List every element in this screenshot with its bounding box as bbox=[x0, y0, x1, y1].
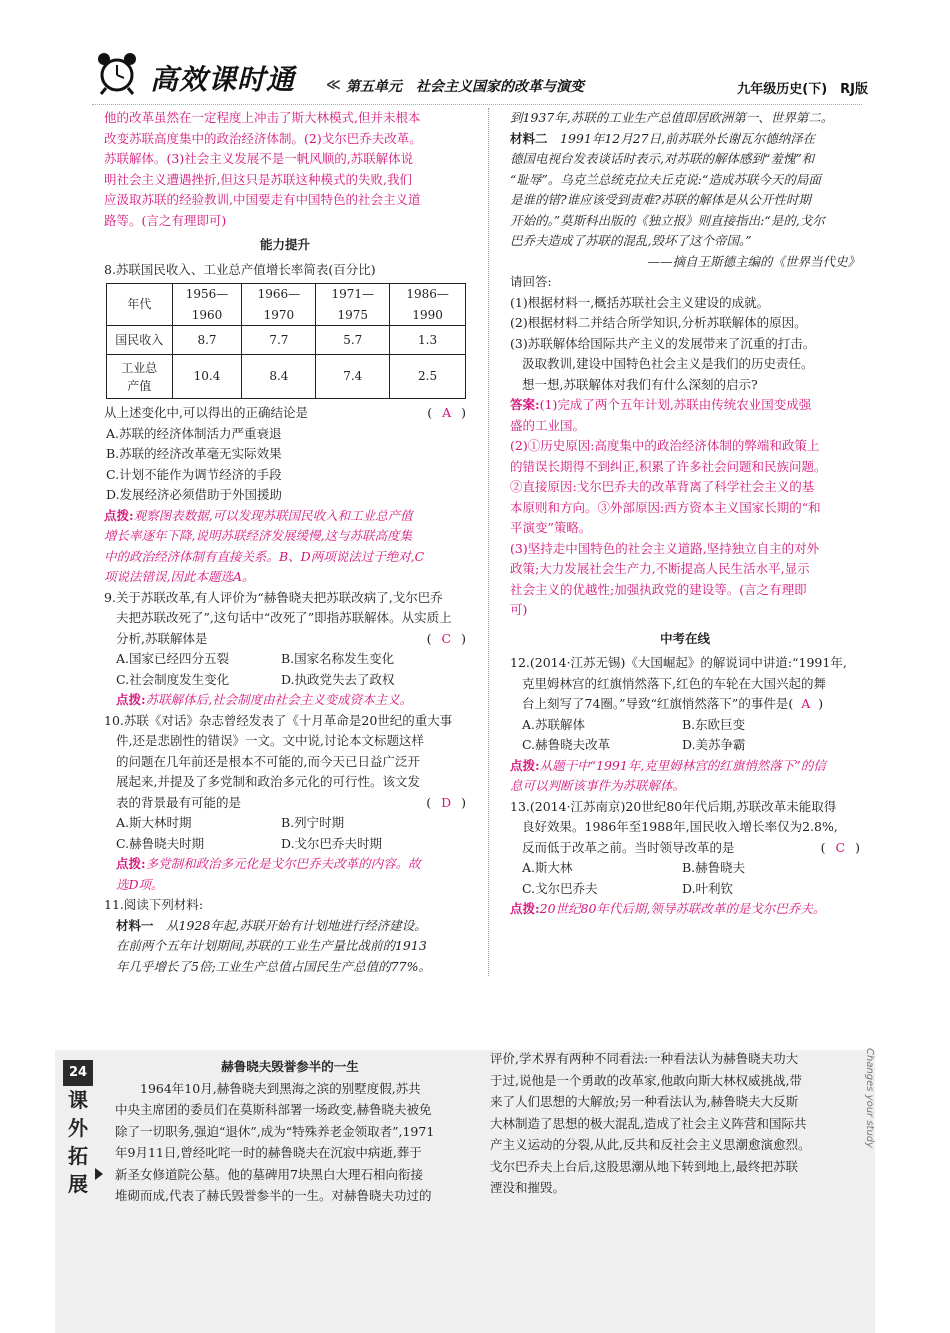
answer-bracket: ( C ) bbox=[820, 839, 860, 855]
question-text: 台上刻写了74圈。”导致“红旗悄然落下”的事件是( A ) bbox=[522, 696, 824, 711]
option: A.斯大林时期 bbox=[116, 815, 192, 830]
question-text bbox=[104, 403, 466, 424]
extension-line: 来了人们思想的大解放;另一种看法认为,赫鲁晓夫大反斯 bbox=[490, 1094, 799, 1109]
extension-title: 赫鲁晓夫毁誉参半的一生 bbox=[221, 1059, 359, 1074]
extension-left-column bbox=[115, 1056, 465, 1207]
text-line: 改变苏联高度集中的政治经济体制。(2)戈尔巴乔夫改革。 bbox=[104, 130, 422, 146]
question-prompt: 反而低于改革之前。当时领导改革的是 bbox=[522, 839, 735, 855]
answer-label: 答案: bbox=[510, 397, 540, 412]
extension-line: 湮没和摧毁。 bbox=[490, 1180, 566, 1195]
triangle-right-icon bbox=[95, 1168, 103, 1180]
material-line: “耻辱”。乌克兰总统克拉夫丘克说:“造成苏联今天的局面 bbox=[510, 171, 821, 187]
hint-label: 点拨: bbox=[104, 507, 134, 523]
alarm-clock-icon bbox=[94, 50, 140, 96]
hint-label: 点拨: bbox=[510, 901, 540, 916]
table-cell: 国民收入 bbox=[107, 326, 173, 355]
answer-text: 平演变”策略。 bbox=[510, 520, 592, 535]
hint-text: 多党制和政治多元化是戈尔巴乔夫改革的内容。故 bbox=[145, 856, 421, 871]
section-side-label bbox=[63, 1086, 93, 1276]
extension-line: 1964年10月,赫鲁晓夫到黑海之滨的别墅度假,苏共 bbox=[115, 1080, 421, 1096]
table-header-cell: 1971—1975 bbox=[316, 284, 390, 326]
sub-question: 汲取教训,建设中国特色社会主义是我们的历史责任。 bbox=[522, 356, 814, 371]
question-stem: 的问题在几年前还是根本不可能的,而今天已日益广泛开 bbox=[116, 753, 420, 769]
material-line: 开始的。”莫斯科出版的《独立报》则直接指出:“是的,戈尔 bbox=[510, 212, 825, 228]
hint-block bbox=[510, 756, 860, 777]
option: B.苏联的经济改革毫无实际效果 bbox=[106, 446, 282, 461]
table-cell: 5.7 bbox=[316, 326, 390, 355]
options-grid bbox=[510, 858, 860, 899]
material-text bbox=[510, 129, 860, 150]
answer-text: 政策;大力发展社会生产力,不断提高人民生活水平,显示 bbox=[510, 561, 810, 576]
side-char: 展 bbox=[68, 1172, 88, 1196]
answer-block bbox=[510, 395, 860, 621]
extension-reading-box bbox=[55, 1050, 875, 1333]
hint-block bbox=[104, 506, 466, 588]
material-label: 材料二 bbox=[510, 130, 548, 146]
question-stem: 13.(2014·江苏南京)20世纪80年代后期,苏联改革未能取得 bbox=[510, 798, 837, 814]
hint-text: 20世纪80年代后期,领导苏联改革的是戈尔巴乔夫。 bbox=[539, 901, 826, 916]
options-grid bbox=[510, 715, 860, 756]
ask-label: 请回答: bbox=[510, 274, 552, 289]
options-grid bbox=[104, 649, 466, 690]
option: B.国家名称发生变化 bbox=[281, 651, 395, 666]
left-column bbox=[104, 108, 466, 977]
answer-bracket: ( A ) bbox=[427, 405, 466, 420]
question-8 bbox=[104, 260, 466, 588]
table-cell: 8.4 bbox=[242, 355, 316, 399]
extension-line: 评价,学术界有两种不同看法:一种看法认为赫鲁晓夫功大 bbox=[490, 1051, 799, 1066]
question-9 bbox=[104, 588, 466, 711]
table-cell: 1.3 bbox=[390, 326, 466, 355]
hint-text: 从题干中“1991年,克里姆林宫的红旗悄然落下”的信 bbox=[539, 757, 826, 773]
question-13 bbox=[510, 797, 860, 920]
sub-question: 想一想,苏联解体对我们有什么深刻的启示? bbox=[522, 376, 758, 392]
answer-text: 盛的工业国。 bbox=[510, 417, 586, 433]
text-line: 明社会主义遭遇挫折,但这只是苏联这种模式的失败,我们 bbox=[104, 171, 412, 187]
table-header-cell: 1966—1970 bbox=[242, 284, 316, 326]
material-line: 年几乎增长了5倍;工业生产总值占国民生产总值的77%。 bbox=[116, 958, 431, 974]
question-stem: 良好效果。1986年至1988年,国民收入增长率仅为2.8%, bbox=[522, 819, 838, 834]
answer-bracket: ( D ) bbox=[426, 794, 466, 810]
option: C.戈尔巴乔夫 bbox=[522, 880, 598, 896]
table-header-cell: 年代 bbox=[107, 284, 173, 326]
extension-line: 年9月11日,曾经叱咤一时的赫鲁晓夫在沉寂中病逝,葬于 bbox=[115, 1145, 422, 1160]
option: C.赫鲁晓夫时期 bbox=[116, 835, 205, 851]
material-line: 巴乔夫造成了苏联的混乱,毁坏了这个帝国。” bbox=[510, 233, 752, 248]
option: D.叶利钦 bbox=[682, 880, 734, 896]
question-stem: 12.(2014·江苏无锡)《大国崛起》的解说词中讲道:“1991年, bbox=[510, 655, 847, 670]
question-stem: 夫把苏联改死了”,这句话中“改死了”即指苏联解体。从实质上 bbox=[116, 610, 452, 625]
option: C.社会制度发生变化 bbox=[116, 671, 230, 687]
question-12 bbox=[510, 653, 860, 797]
material-line: 德国电视台发表谈话时表示,对苏联的解体感到“羞愧”和 bbox=[510, 151, 815, 166]
answer-choice: A bbox=[442, 405, 452, 420]
question-stem: 克里姆林宫的红旗悄然落下,红色的车轮在大国兴起的舞 bbox=[522, 675, 826, 691]
table-header-cell: 1986—1990 bbox=[390, 284, 466, 326]
question-11 bbox=[104, 895, 466, 977]
option: B.列宁时期 bbox=[281, 815, 345, 830]
extension-line: 堆砌而成,代表了赫氏毁誉参半的一生。对赫鲁晓夫功过的 bbox=[115, 1188, 432, 1203]
table-header-cell: 1956—1960 bbox=[172, 284, 242, 326]
question-prompt: 从上述变化中,可以得出的正确结论是 bbox=[104, 405, 308, 420]
extension-line: 于过,说他是一个勇敢的改革家,他敢向斯大林权威挑战,带 bbox=[490, 1072, 802, 1088]
options-grid bbox=[104, 813, 466, 854]
option: C.赫鲁晓夫改革 bbox=[522, 737, 611, 752]
material-text bbox=[104, 916, 466, 937]
option: D.美苏争霸 bbox=[682, 737, 746, 752]
material-line: 在前两个五年计划期间,苏联的工业生产量比战前的1913 bbox=[116, 938, 427, 953]
table-cell: 8.7 bbox=[172, 326, 242, 355]
hint-label: 点拨: bbox=[510, 757, 540, 773]
answer-text: (2)①历史原因:高度集中的政治经济体制的弊端和政策上 bbox=[510, 438, 820, 453]
previous-answer bbox=[104, 108, 466, 231]
table-cell: 7.4 bbox=[316, 355, 390, 399]
answer-text: (1)完成了两个五年计划,苏联由传统农业国变成强 bbox=[539, 397, 812, 412]
header-divider bbox=[92, 104, 862, 105]
sub-question: (2)根据材料二并结合所学知识,分析苏联解体的原因。 bbox=[510, 315, 807, 330]
answer-text: 可) bbox=[510, 602, 528, 617]
question-prompt: 台上刻写了74圈。”导致“红旗悄然落下”的事件是( bbox=[522, 696, 794, 711]
question-text bbox=[104, 629, 466, 650]
table-cell: 7.7 bbox=[242, 326, 316, 355]
question-stem: 11.阅读下列材料: bbox=[104, 897, 204, 912]
sub-question: (1)根据材料一,概括苏联社会主义建设的成就。 bbox=[510, 294, 770, 310]
option: D.戈尔巴乔夫时期 bbox=[281, 835, 383, 851]
chevron-left-icon: ≪ bbox=[326, 77, 341, 93]
grade-label: 九年级历史(下) RJ版 bbox=[737, 82, 868, 97]
hint-block bbox=[510, 899, 860, 920]
question-text bbox=[510, 838, 860, 859]
page-header bbox=[88, 40, 868, 104]
question-prompt: 分析,苏联解体是 bbox=[116, 630, 208, 646]
side-char: 课 bbox=[68, 1088, 88, 1112]
table-row bbox=[107, 355, 466, 399]
side-vertical-text: Changes your study bbox=[864, 1048, 875, 1149]
brand-logo bbox=[88, 46, 328, 102]
answer-choice: A bbox=[801, 696, 811, 711]
hint-label: 点拨: bbox=[116, 856, 146, 871]
option: D.发展经济必须借助于外国援助 bbox=[106, 487, 283, 502]
section-title-exam: 中考在线 bbox=[659, 630, 710, 646]
side-char: 外 bbox=[68, 1116, 88, 1140]
hint-text: 选D项。 bbox=[116, 876, 164, 892]
column-divider bbox=[488, 108, 489, 976]
question-prompt: 表的背景最有可能的是 bbox=[116, 794, 242, 810]
row-label-line: 工业总 bbox=[121, 360, 158, 375]
table-header-row bbox=[107, 284, 466, 326]
unit-title: 第五单元 社会主义国家的改革与演变 bbox=[346, 79, 584, 95]
question-stem: 9.关于苏联改革,有人评价为“赫鲁晓夫把苏联改病了,戈尔巴乔 bbox=[104, 589, 443, 605]
table-cell bbox=[107, 355, 173, 399]
extension-line: 戈尔巴乔夫上台后,这股思潮从地下转到地上,最终把苏联 bbox=[490, 1158, 798, 1174]
table-row bbox=[107, 326, 466, 355]
hint-text: 中的政治经济体制有直接关系。B、D两项说法过于绝对,C bbox=[104, 548, 425, 564]
option: A.苏联解体 bbox=[522, 716, 586, 732]
hint-text: 苏联解体后,社会制度由社会主义变成资本主义。 bbox=[145, 692, 413, 707]
extension-line: 产主义运动的分裂,从此,反共和反社会主义思潮愈演愈烈。 bbox=[490, 1137, 811, 1152]
hint-text: 项说法错误,因此本题选A。 bbox=[104, 569, 255, 584]
hint-label: 点拨: bbox=[116, 692, 146, 707]
quote-source: ——摘自王斯德主编的《世界当代史》 bbox=[647, 253, 860, 269]
material-label: 材料一 bbox=[116, 917, 154, 933]
answer-text: 的错误长期得不到纠正,积累了许多社会问题和民族问题。 bbox=[510, 458, 827, 474]
answer-choice: C bbox=[441, 630, 452, 646]
option: D.执政党失去了政权 bbox=[281, 671, 395, 687]
answer-bracket: ( C ) bbox=[426, 630, 466, 646]
question-text bbox=[104, 793, 466, 814]
sub-question: (3)苏联解体给国际共产主义的发展带来了沉重的打击。 bbox=[510, 335, 816, 351]
option: A.国家已经四分五裂 bbox=[116, 651, 230, 666]
answer-text: 社会主义的优越性;加强执政党的建设等。(言之有理即 bbox=[510, 581, 807, 597]
material-line: 1991年12月27日,前苏联外长谢瓦尔德纳泽在 bbox=[547, 130, 816, 146]
extension-right-column bbox=[490, 1048, 860, 1199]
table-cell: 2.5 bbox=[390, 355, 466, 399]
question-stem: 8.苏联国民收入、工业总产值增长率简表(百分比) bbox=[104, 261, 376, 277]
row-label-line: 产值 bbox=[127, 378, 152, 393]
hint-text: 息可以判断该事件为苏联解体。 bbox=[510, 778, 686, 793]
table-cell: 10.4 bbox=[172, 355, 242, 399]
section-title-ability: 能力提升 bbox=[259, 237, 310, 252]
question-stem: 展起来,并提及了多党制和政治多元化的可行性。该文发 bbox=[116, 774, 420, 789]
side-char: 拓 bbox=[68, 1144, 88, 1168]
extension-line: 新圣女修道院公墓。他的墓碑用7块黑白大理石相向衔接 bbox=[115, 1166, 423, 1182]
question-stem: 10.苏联《对话》杂志曾经发表了《十月革命是20世纪的重大事 bbox=[104, 712, 453, 728]
extension-line: 大林制造了思想的极大混乱,造成了社会主义阵营和国际共 bbox=[490, 1115, 807, 1131]
option: B.赫鲁晓夫 bbox=[682, 860, 746, 875]
extension-line: 中央主席团的委员们在莫斯科部署一场政变,赫鲁晓夫被免 bbox=[115, 1102, 432, 1117]
hint-block bbox=[104, 854, 466, 875]
option: A.苏联的经济体制活力严重衰退 bbox=[106, 425, 282, 441]
extension-line: 除了一切职务,强迫“退休”,成为“特殊养老金领取者”,1971 bbox=[115, 1123, 435, 1139]
question-10 bbox=[104, 711, 466, 896]
text-line: 他的改革虽然在一定程度上冲击了斯大林模式,但并未根本 bbox=[104, 110, 421, 125]
answer-choice: C bbox=[835, 839, 846, 855]
answer-text: ②直接原因:戈尔巴乔夫的改革背离了科学社会主义的基 bbox=[510, 479, 815, 494]
hint-block bbox=[104, 690, 466, 711]
logo-text: 高效课时通 bbox=[150, 63, 296, 96]
option: B.东欧巨变 bbox=[682, 716, 746, 732]
question-stem: 件,还是悲剧性的错误》一文。文中说,讨论本文标题这样 bbox=[116, 733, 424, 748]
page-number: 24 bbox=[63, 1060, 93, 1086]
hint-text: 增长率逐年下降,说明苏联经济发展缓慢,这与苏联高度集 bbox=[104, 528, 412, 543]
answer-choice: D bbox=[441, 794, 452, 810]
answer-text: (3)坚持走中国特色的社会主义道路,坚持独立自主的对外 bbox=[510, 540, 820, 556]
option: C.计划不能作为调节经济的手段 bbox=[106, 466, 282, 482]
answer-text: 本原则和方向。③外部原因:西方资本主义国家长期的“和 bbox=[510, 499, 821, 515]
text-line: 应汲取苏联的经验教训,中国要走有中国特色的社会主义道 bbox=[104, 192, 421, 207]
text-line: 苏联解体。(3)社会主义发展不是一帆风顺的,苏联解体说 bbox=[104, 151, 414, 166]
material-line: 到1937年,苏联的工业生产总值即居欧洲第一、世界第二。 bbox=[510, 110, 834, 125]
option: A.斯大林 bbox=[522, 860, 573, 875]
text-line: 路等。(言之有理即可) bbox=[104, 212, 227, 228]
hint-text: 观察图表数据,可以发现苏联国民收入和工业总产值 bbox=[133, 507, 413, 523]
growth-rate-table bbox=[106, 283, 466, 399]
right-column bbox=[510, 108, 860, 920]
material-line: 从1928年起,苏联开始有计划地进行经济建设。 bbox=[153, 917, 427, 933]
material-line: 是谁的错?谁应该受到责难?苏联的解体是从公开性时期 bbox=[510, 192, 811, 207]
